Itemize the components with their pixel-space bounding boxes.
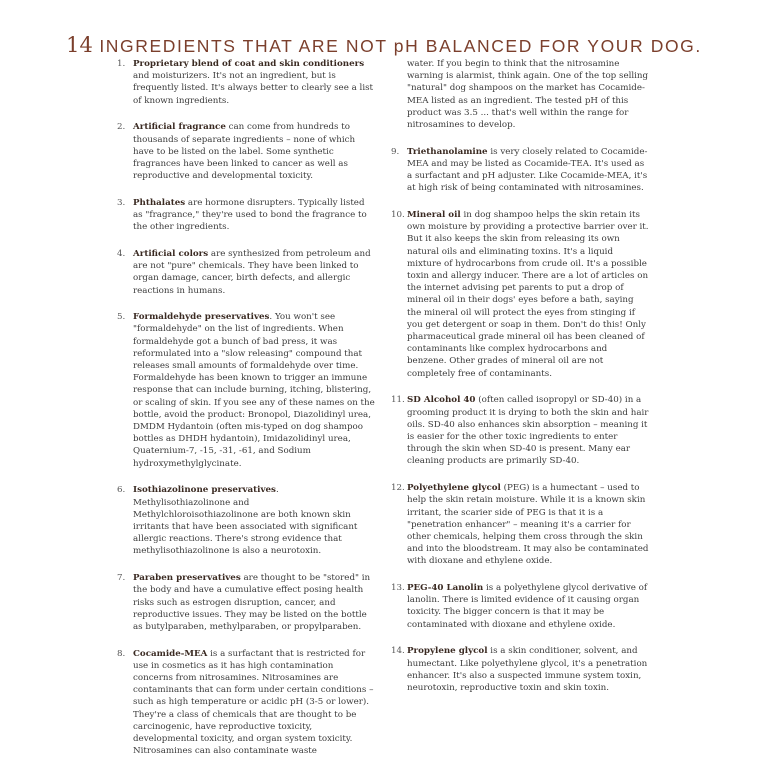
item-term: Formaldehyde preservatives	[133, 312, 270, 323]
item-term: Propylene glycol	[407, 646, 488, 657]
item-term: Proprietary blend of coat and skin conditioners	[133, 59, 365, 69]
item-text: are synthesized from petroleum and are not "pure" chemicals. They have been linked to organ damage, cancer, birth defects, and allergic reactions in humans.	[133, 248, 371, 296]
item-term: Mineral oil	[407, 210, 461, 221]
item-number: 9.	[391, 146, 400, 157]
list-item	[391, 209, 649, 380]
item-text: in dog shampoo helps the skin retain its own moisture by providing a protective barrier over it. But it also keeps the skin from releasing its own natural oils and eliminating toxins. It's a liquid mixture of hydrocarbons from crude oil. It's a possible toxin and allergy inducer. There are a lot of articles on the internet advising pet parents to put a drop of mineral oil in their dogs' eyes before a bath, saying the mineral oil will protect the eyes from stinging if you get detergent or soap in them. Don't do this! Only pharmaceutical grade mineral oil has been cleaned of contaminants like complex hydrocarbons and benzene. Other grades of mineral oil are not completely free of contaminants.	[407, 210, 649, 379]
item-number: 7.	[117, 573, 126, 584]
list-item	[117, 484, 375, 557]
item-text: (often called isopropyl or SD-40) in a grooming product it is drying to both the skin and hair oils. SD-40 also enhances skin absorption – meaning it is easier for the other toxic ingredients to enter through the skin when SD-40 is present. Many ear cleaning products are primarily SD-40.	[407, 395, 649, 467]
item-text: is very closely related to Cocamide-MEA and may be listed as Cocamide-TEA. It's used as a surfactant and pH adjuster. Like Cocamide-MEA, it's at high risk of being contaminated with nitrosamines.	[407, 146, 648, 194]
item-number: 8.	[117, 648, 126, 659]
list-item	[117, 248, 375, 297]
item-number: 13.	[391, 583, 405, 594]
item-term: Artificial fragrance	[133, 122, 226, 133]
item-text: . You won't see "formaldehyde" on the list of ingredients. When formaldehyde got a bunch of bad press, it was reformulated into a "slow releasing" compound that releases small amounts of formaldehyde over time. Formaldehyde has been known to trigger an immune response that can include burning, itching, blistering, or scaling of skin. If you see any of these names on the bottle, avoid the product: Bronopol, Diazolidinyl urea, DMDM Hydantoin (often mis-typed on dog shampoo bottles as DHDH hydantoin), Imidazolidinyl urea, Quaternium-7, -15, -31, -61, and Sodium hydroxymethylglycinate.	[133, 312, 375, 469]
item-term: Artificial colors	[133, 248, 209, 259]
list-item	[117, 311, 375, 470]
item-term: Triethanolamine	[407, 146, 488, 157]
list-item	[391, 482, 649, 567]
item-text: is a surfactant that is restricted for use in cosmetics as it has high contamination concerns from nitrosamines. Nitrosamines are contaminants that can form under certain conditions – such as high temperature or acidic pH (3-5 or lower). They're a class of chemicals that are thought to be carcinogenic, have reproductive toxicity, developmental toxicity, and organ system toxicity. Nitrosamines can also contaminate waste	[133, 648, 374, 757]
item-term: Cocamide-MEA	[133, 648, 208, 659]
list-item	[117, 572, 375, 633]
item-term: Polyethylene glycol	[407, 483, 501, 494]
item-continuation: water. If you begin to think that the nitrosamine warning is alarmist, think again. One of the top selling "natural" dog shampoos on the market has Cocamide-MEA listed as an ingredient. The tested pH of this product was 3.5 ... that's well within the range for nitrosamines to develop.	[407, 59, 649, 131]
list-item	[117, 121, 375, 182]
item-number: 3.	[117, 197, 126, 208]
item-text: . Methylisothiazolinone and Methylchloroisothiazolinone are both known skin irritants that have been associated with significant allergic reactions. There's strong evidence that methylisothiazolinone is also a neurotoxin.	[133, 485, 358, 557]
item-term: Isothiazolinone preservatives	[133, 485, 276, 496]
right-column	[391, 58, 649, 709]
item-number: 12.	[391, 483, 405, 494]
item-term: PEG-40 Lanolin	[407, 583, 484, 594]
item-text: can come from hundreds to thousands of separate ingredients – none of which have to be listed on the label. Some synthetic fragrances have been linked to cancer as well as reproductive and developmental toxicity.	[133, 122, 356, 182]
left-column	[117, 58, 375, 772]
item-text: (PEG) is a humectant – used to help the skin retain moisture. While it is a known skin irritant, the scarier side of PEG is that it is a "penetration enhancer" – meaning it's a carrier for other chemicals, helping them cross through the skin and into the bloodstream. It may also be contaminated with dioxane and ethylene oxide.	[407, 483, 649, 567]
item-text: and moisturizers. It's not an ingredient, but is frequently listed. It's always better to clearly see a list of known ingredients.	[133, 71, 374, 106]
item-text: is a polyethylene glycol derivative of lanolin. There is limited evidence of it causing organ toxicity. The bigger concern is that it may be contaminated with dioxane and ethylene oxide.	[407, 583, 648, 630]
item-term: SD Alcohol 40	[407, 395, 476, 406]
list-item	[391, 645, 649, 694]
item-number: 6.	[117, 485, 126, 496]
list-item	[117, 58, 375, 107]
item-text: are thought to be "stored" in the body and have a cumulative effect posing health risks such as estrogen disruption, cancer, and reproductive issues. They may be listed on the bottle as butylparaben, methylparaben, or propylparaben.	[133, 573, 371, 632]
item-number: 4.	[117, 248, 126, 259]
item-number: 10.	[391, 210, 405, 221]
item-number: 2.	[117, 122, 126, 133]
page-title	[0, 33, 768, 57]
item-number: 1.	[117, 59, 126, 69]
list-item	[391, 582, 649, 631]
title-number: 14	[66, 33, 93, 57]
item-number: 11.	[391, 395, 405, 406]
item-text: are hormone disrupters. Typically listed as "fragrance," they're used to bond the fragrance to the other ingredients.	[133, 197, 367, 233]
item-term: Paraben preservatives	[133, 573, 241, 584]
list-item	[117, 648, 375, 758]
list-item	[117, 197, 375, 234]
item-term: Phthalates	[133, 197, 186, 208]
item-text: is a skin conditioner, solvent, and humectant. Like polyethylene glycol, it's a penetration enhancer. It's also a suspected immune system toxin, neurotoxin, reproductive toxin and skin toxin.	[407, 646, 648, 693]
list-item	[391, 394, 649, 467]
item-number: 14.	[391, 646, 405, 657]
item-number: 5.	[117, 312, 126, 323]
title-text: INGREDIENTS THAT ARE NOT pH BALANCED FOR YOUR DOG.	[92, 36, 702, 56]
list-item	[391, 146, 649, 195]
